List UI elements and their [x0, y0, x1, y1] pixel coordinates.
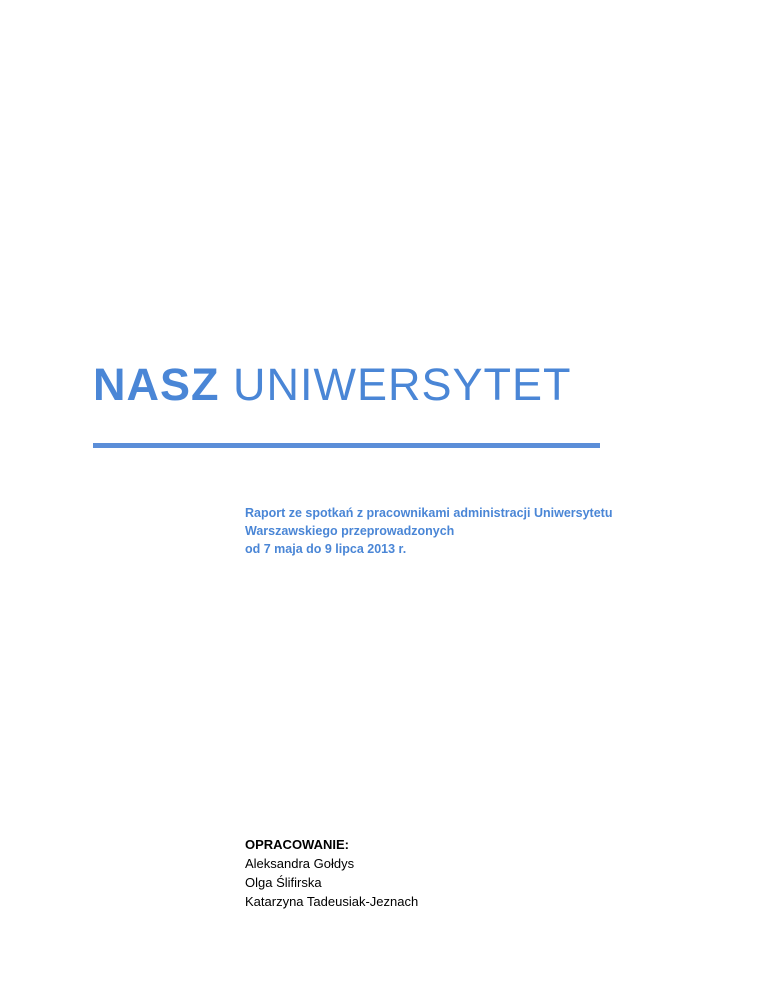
- author-name-2: Olga Ślifirska: [245, 875, 322, 890]
- title-bold-part: NASZ: [93, 359, 220, 410]
- title-regular-part: UNIWERSYTET: [233, 359, 572, 410]
- subtitle-line-3: od 7 maja do 9 lipca 2013 r.: [245, 542, 407, 556]
- author-name-1: Aleksandra Gołdys: [245, 856, 355, 871]
- subtitle-line-2: Warszawskiego przeprowadzonych: [245, 524, 455, 538]
- report-subtitle: [245, 504, 705, 558]
- authors-label: OPRACOWANIE:: [245, 837, 349, 852]
- title-underline-rule: [93, 443, 600, 448]
- authors-block: [245, 835, 418, 911]
- page-title: [93, 357, 572, 413]
- author-name-3: Katarzyna Tadeusiak-Jeznach: [245, 894, 419, 909]
- subtitle-line-1: Raport ze spotkań z pracownikami administracji Uniwersytetu: [245, 506, 613, 520]
